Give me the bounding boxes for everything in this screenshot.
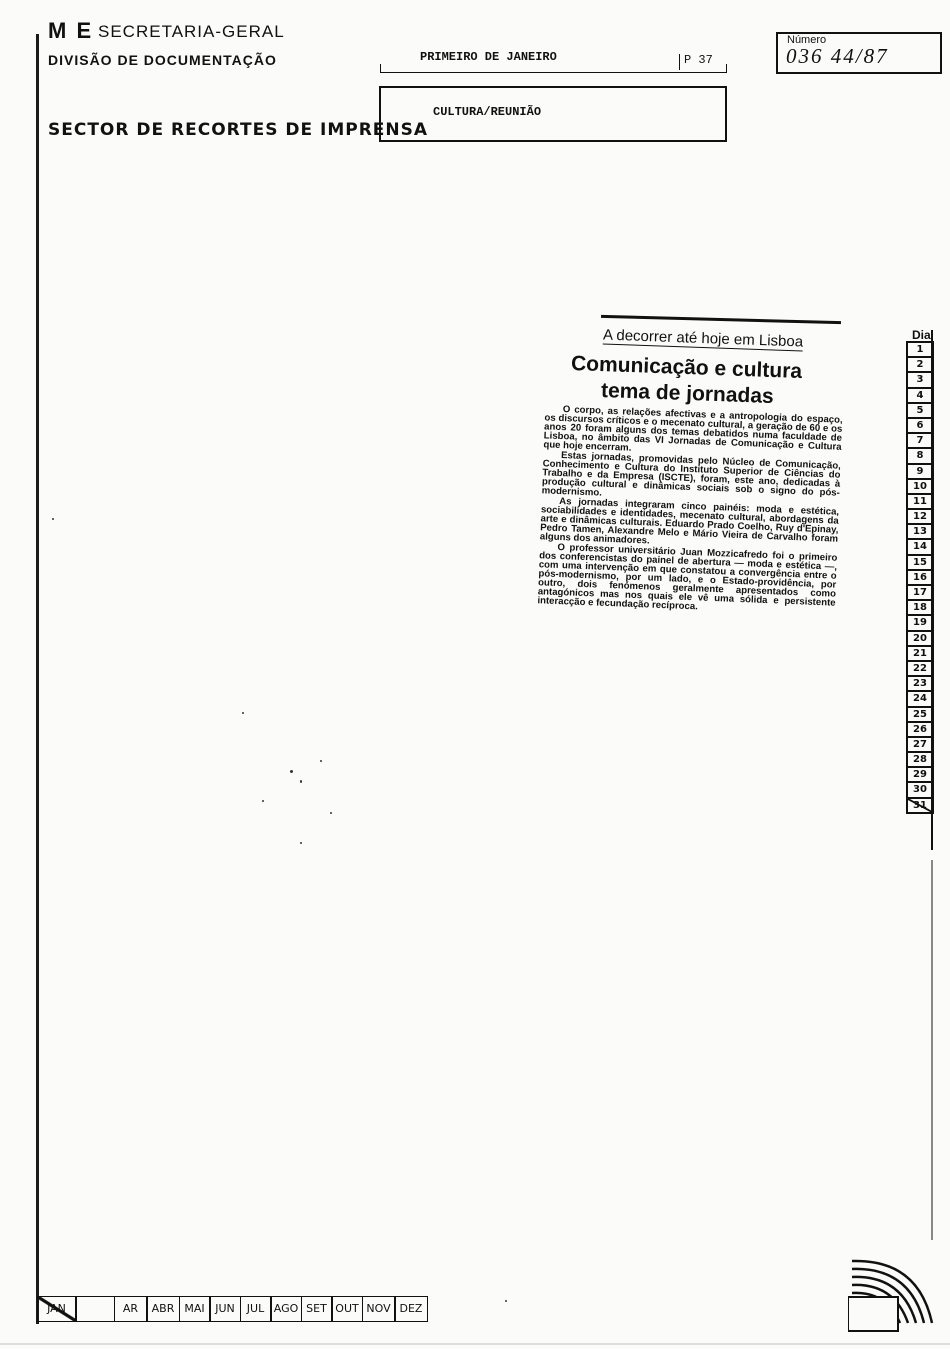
article-body: [537, 404, 843, 617]
day-cell-13: 13: [906, 523, 934, 540]
day-cell-23: 23: [906, 675, 934, 692]
day-cell-28: 28: [906, 751, 934, 768]
month-cell-mai: MAI: [179, 1296, 211, 1322]
month-cell-out: OUT: [331, 1296, 363, 1322]
day-cell-30: 30: [906, 781, 934, 798]
day-cell-10: 10: [906, 478, 934, 495]
month-cell-ago: AGO: [270, 1296, 302, 1322]
day-cell-16: 16: [906, 569, 934, 586]
department-title: SECRETARIA-GERAL: [98, 22, 285, 41]
day-cell-4: 4: [906, 387, 934, 404]
sector-title: SECTOR DE RECORTES DE IMPRENSA: [48, 120, 429, 140]
archive-logo: [848, 1253, 936, 1333]
day-cell-26: 26: [906, 721, 934, 738]
right-margin-rule-lower: [931, 860, 933, 1240]
day-cell-2: 2: [906, 356, 934, 373]
page-bottom-edge: [0, 1343, 950, 1345]
month-cell-dez: DEZ: [394, 1296, 428, 1322]
article-headline-line2: tema de jornadas: [600, 378, 775, 409]
month-cell-jun: JUN: [209, 1296, 241, 1322]
publication-field: [380, 64, 727, 73]
day-cell-21: 21: [906, 645, 934, 662]
month-cell-ar: AR: [114, 1296, 148, 1322]
org-acronym: M E: [48, 18, 94, 43]
left-margin-rule: [36, 34, 39, 1324]
section-label: CULTURA/REUNIÃO: [433, 105, 542, 119]
day-cell-11: 11: [906, 493, 934, 510]
number-label: Número: [787, 34, 827, 46]
day-cell-12: 12: [906, 508, 934, 525]
day-cell-22: 22: [906, 660, 934, 677]
day-cell-15: 15: [906, 554, 934, 571]
day-cell-29: 29: [906, 766, 934, 783]
day-index-label: Dia: [912, 328, 931, 342]
day-cell-18: 18: [906, 599, 934, 616]
page-number: P 37: [684, 53, 713, 67]
month-cell-abr: ABR: [146, 1296, 180, 1322]
month-cell-jul: JUL: [240, 1296, 272, 1322]
month-cell-jan: JAN: [37, 1296, 77, 1322]
day-cell-8: 8: [906, 447, 934, 464]
article-paragraph: O corpo, as relações afectivas e a antropologia do espaço, os discursos críticos e o mecenato cultural, a geração de 60 e os anos 20 foram alguns dos temas debatidos numa faculdade de Lisboa, no âmbito das VI Jornadas de Comunicação e Cultura que hoje encerram.: [543, 404, 843, 454]
right-margin-rule: [931, 330, 933, 850]
clipping-top-rule: [601, 315, 841, 324]
day-cell-5: 5: [906, 402, 934, 419]
day-cell-20: 20: [906, 630, 934, 647]
month-index-row: [38, 1296, 428, 1322]
day-cell-3: 3: [906, 371, 934, 388]
number-value: 036 44/87: [786, 44, 889, 68]
day-cell-6: 6: [906, 417, 934, 434]
month-cell-unreadable: [75, 1296, 115, 1322]
day-cell-17: 17: [906, 584, 934, 601]
day-cell-19: 19: [906, 614, 934, 631]
day-cell-9: 9: [906, 463, 934, 480]
day-cell-31: 31: [906, 797, 934, 814]
day-cell-1: 1: [906, 341, 934, 358]
day-cell-7: 7: [906, 432, 934, 449]
article-paragraph: Estas jornadas, promovidas pelo Núcleo de Comunicação, Conhecimento e Cultura do Instituto Superior de Ciências do Trabalho e da Empresa (ISCTE), foram, este ano, dedicadas à produção cultural e dinâmicas sociais sob o signo do pós-modernismo.: [541, 450, 842, 499]
page-separator: [679, 54, 680, 70]
day-cell-14: 14: [906, 538, 934, 555]
section-box: [379, 86, 727, 142]
article-paragraph: As jornadas integraram cinco painéis: moda e estética, sociabilidades e identidades, mecenato cultural, abordagens da arte e dinâmicas culturais. Eduardo Prado Coelho, Ruy d'Epinay, Pedro Tamen, Alexandre Melo e Mário Vieira de Carvalho foram alguns dos animadores.: [539, 495, 840, 547]
day-cell-24: 24: [906, 690, 934, 707]
article-headline-line1: Comunicação e cultura: [570, 351, 803, 384]
division-title: DIVISÃO DE DOCUMENTAÇÃO: [48, 52, 277, 68]
day-index-column: [906, 343, 934, 814]
publication-name: PRIMEIRO DE JANEIRO: [420, 50, 557, 64]
day-cell-25: 25: [906, 706, 934, 723]
month-cell-nov: NOV: [362, 1296, 396, 1322]
day-cell-27: 27: [906, 736, 934, 753]
article-paragraph: O professor universitário Juan Mozzicafredo foi o primeiro dos conferencistas do painel de abertura — moda e estética —, com uma intervenção em que constatou a convergência entre o pós-modernismo, por um lado, e o Estado-providência, por outro, dois fenómenos geralmente apresentados como antagónicos mas nos quais ele vê uma sólida e persistente interacção e fecundação recíproca.: [537, 541, 838, 613]
article-kicker: A decorrer até hoje em Lisboa: [602, 326, 804, 351]
month-cell-set: SET: [301, 1296, 333, 1322]
newspaper-clipping: [531, 318, 843, 648]
